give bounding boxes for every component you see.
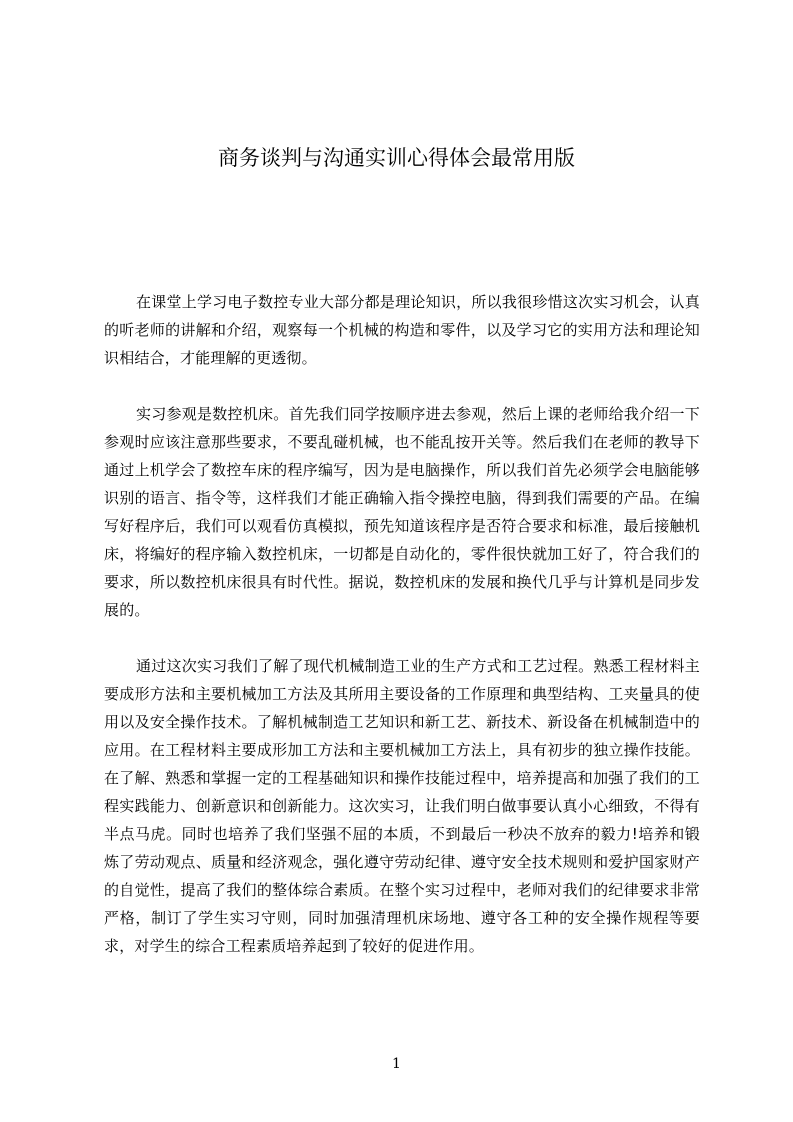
page-number: 1 — [392, 1056, 401, 1072]
document-body — [104, 288, 700, 988]
paragraph-2: 实习参观是数控机床。首先我们同学按顺序进去参观，然后上课的老师给我介绍一下参观时应该注意那些要求，不要乱碰机械，也不能乱按开关等。然后我们在老师的教导下通过上机学会了数控车床的程序编写，因为是电脑操作，所以我们首先必须学会电脑能够识别的语言、指令等，这样我们才能正确输入指令操控电脑，得到我们需要的产品。在编写好程序后，我们可以观看仿真模拟，预先知道该程序是否符合要求和标准，最后接触机床，将编好的程序输入数控机床，一切都是自动化的，零件很快就加工好了，符合我们的要求，所以数控机床很具有时代性。据说，数控机床的发展和换代几乎与计算机是同步发展的。 — [104, 405, 700, 619]
paragraph-3: 通过这次实习我们了解了现代机械制造工业的生产方式和工艺过程。熟悉工程材料主要成形方法和主要机械加工方法及其所用主要设备的工作原理和典型结构、工夹量具的使用以及安全操作技术。了解机械制造工艺知识和新工艺、新技术、新设备在机械制造中的应用。在工程材料主要成形加工方法和主要机械加工方法上，具有初步的独立操作技能。在了解、熟悉和掌握一定的工程基础知识和操作技能过程中，培养提高和加强了我们的工程实践能力、创新意识和创新能力。这次实习，让我们明白做事要认真小心细致，不得有半点马虎。同时也培养了我们坚强不屈的本质，不到最后一秒决不放弃的毅力!培养和锻炼了劳动观点、质量和经济观念，强化遵守劳动纪律、遵守安全技术规则和爱护国家财产的自觉性，提高了我们的整体综合素质。在整个实习过程中，老师对我们的纪律要求非常严格，制订了学生实习守则，同时加强清理机床场地、遵守各工种的安全操作规程等要求，对学生的综合工程素质培养起到了较好的促进作用。 — [104, 657, 700, 955]
paragraph-1: 在课堂上学习电子数控专业大部分都是理论知识，所以我很珍惜这次实习机会，认真的听老师的讲解和介绍，观察每一个机械的构造和零件，以及学习它的实用方法和理论知识相结合，才能理解的更透彻。 — [104, 293, 700, 367]
document-title: 商务谈判与沟通实训心得体会最常用版 — [218, 146, 575, 170]
